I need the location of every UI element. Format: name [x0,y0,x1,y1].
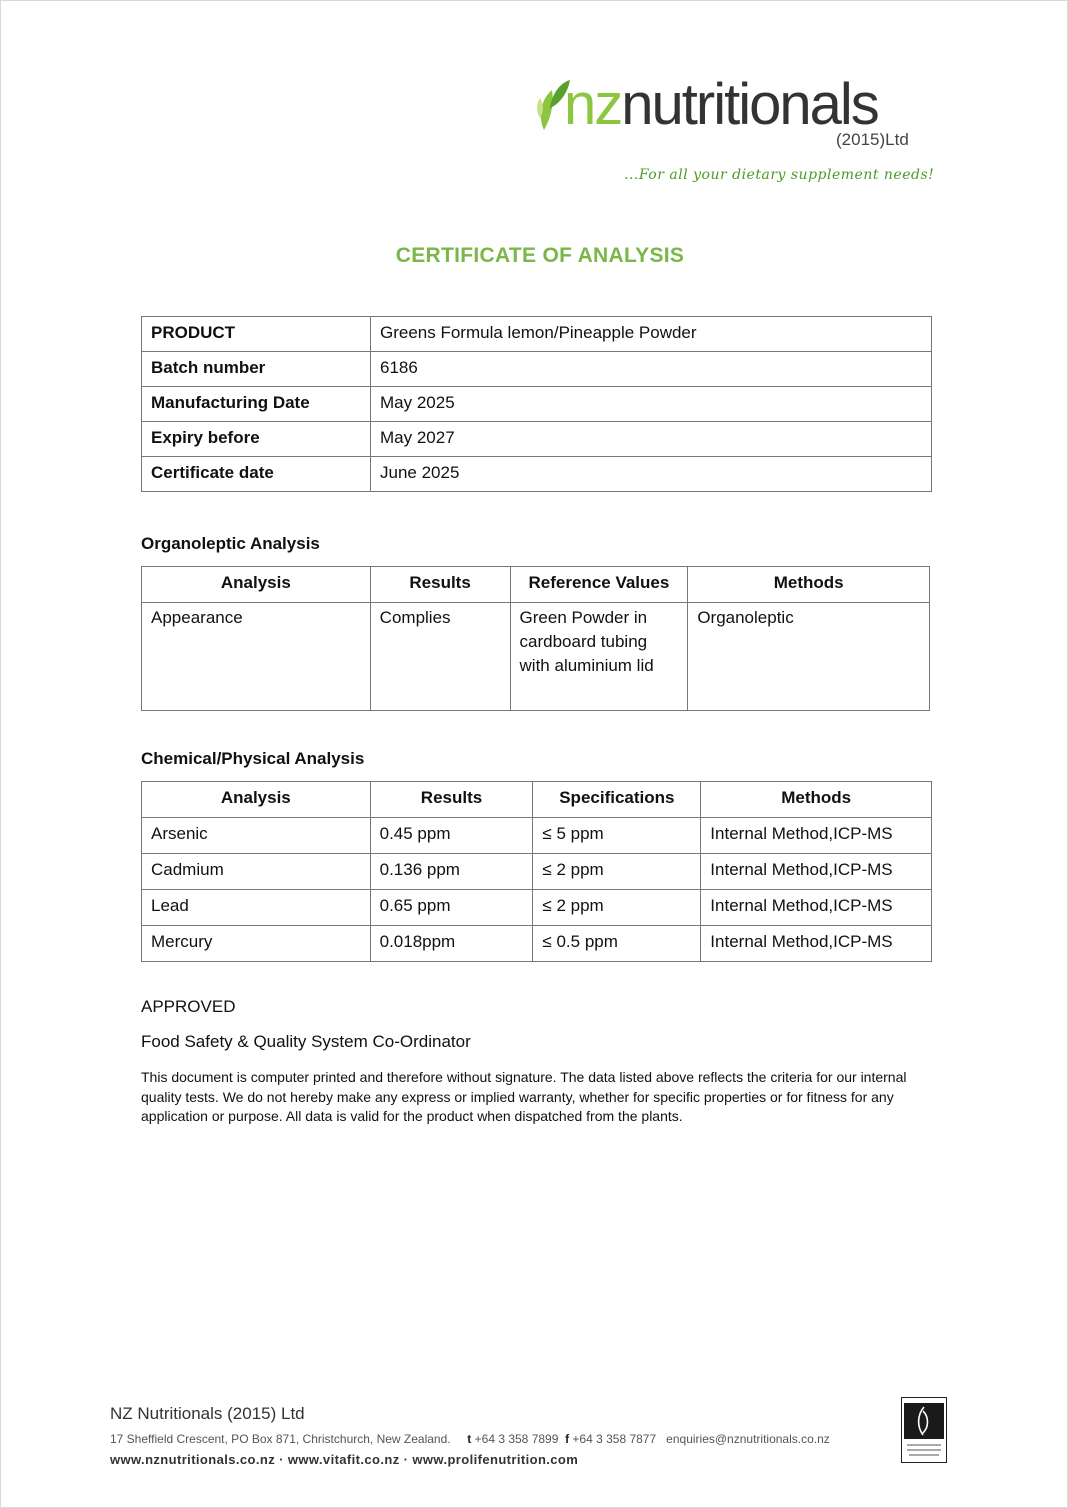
cell-spec: ≤ 2 ppm [533,890,701,926]
column-header: Specifications [533,782,701,818]
info-value: 6186 [371,352,932,387]
cell-result: Complies [370,603,510,711]
cell-result: 0.018ppm [370,926,533,962]
footer-company-name: NZ Nutritionals (2015) Ltd [110,1404,305,1423]
footer-email: enquiries@nznutritionals.co.nz [666,1432,830,1446]
tagline: ...For all your dietary supplement needs! [624,167,935,183]
phone-label: t [467,1432,472,1446]
chemical-heading: Chemical/Physical Analysis [141,749,365,768]
cell-spec: ≤ 2 ppm [533,854,701,890]
footer-phone: +64 3 358 7899 [474,1432,559,1446]
info-value: May 2025 [371,387,932,422]
disclaimer-text: This document is computer printed and therefore without signature. The data listed above reflects the criteria for our internal quality tests. We do not hereby make any express or implied warranty, whether for specific properties or for fitness for any application or purpose. All data is valid for the product when dispatched from the plants. [141,1069,907,1124]
cell-method: Organoleptic [688,603,930,711]
cell-analysis: Cadmium [142,854,371,890]
organoleptic-table [141,566,930,711]
page-title: CERTIFICATE OF ANALYSIS [395,244,685,267]
table-row [142,854,932,890]
info-value: May 2027 [371,422,932,457]
column-header: Results [370,567,510,603]
table-row [142,890,932,926]
cell-result: 0.136 ppm [370,854,533,890]
cell-reference: Green Powder in cardboard tubing with aluminium lid [510,603,688,711]
footer-fax: +64 3 358 7877 [572,1432,657,1446]
info-label: Batch number [142,352,371,387]
cell-method: Internal Method,ICP-MS [701,890,932,926]
haccp-certified-seal-icon [901,1397,947,1463]
info-label: PRODUCT [142,317,371,352]
cell-spec: ≤ 5 ppm [533,818,701,854]
cell-result: 0.45 ppm [370,818,533,854]
footer-contact-line [110,1432,830,1446]
chemical-table [141,781,932,962]
cell-method: Internal Method,ICP-MS [701,854,932,890]
footer-websites: www.nznutritionals.co.nz · www.vitafit.co.nz · www.prolifenutrition.com [110,1452,579,1467]
info-value: Greens Formula lemon/Pineapple Powder [371,317,932,352]
info-label: Manufacturing Date [142,387,371,422]
cell-analysis: Appearance [142,603,371,711]
cell-analysis: Arsenic [142,818,371,854]
table-row [142,603,930,711]
cell-analysis: Mercury [142,926,371,962]
organoleptic-heading: Organoleptic Analysis [141,534,320,553]
info-label: Expiry before [142,422,371,457]
cell-method: Internal Method,ICP-MS [701,926,932,962]
info-label: Certificate date [142,457,371,492]
logo-ltd-text: (2015)Ltd [836,130,909,149]
cell-result: 0.65 ppm [370,890,533,926]
table-row [142,926,932,962]
approver-role: Food Safety & Quality System Co-Ordinator [141,1032,471,1051]
cell-spec: ≤ 0.5 ppm [533,926,701,962]
column-header: Results [370,782,533,818]
info-row [142,387,932,422]
info-row [142,457,932,492]
column-header: Analysis [142,782,371,818]
approved-label: APPROVED [141,997,236,1016]
info-value: June 2025 [371,457,932,492]
column-header: Methods [688,567,930,603]
info-row [142,317,932,352]
info-row [142,422,932,457]
cell-analysis: Lead [142,890,371,926]
table-row [142,818,932,854]
column-header: Analysis [142,567,371,603]
company-logo [534,74,934,154]
column-header: Reference Values [510,567,688,603]
logo-nz-text: nz [564,72,622,137]
logo-nutritionals-text: nutritionals [621,72,878,137]
info-row [142,352,932,387]
cell-method: Internal Method,ICP-MS [701,818,932,854]
footer-address: 17 Sheffield Crescent, PO Box 871, Christchurch, New Zealand. [110,1432,451,1446]
product-info-table [141,316,932,492]
fax-label: f [565,1432,570,1446]
logo-wordmark [564,72,878,137]
column-header: Methods [701,782,932,818]
